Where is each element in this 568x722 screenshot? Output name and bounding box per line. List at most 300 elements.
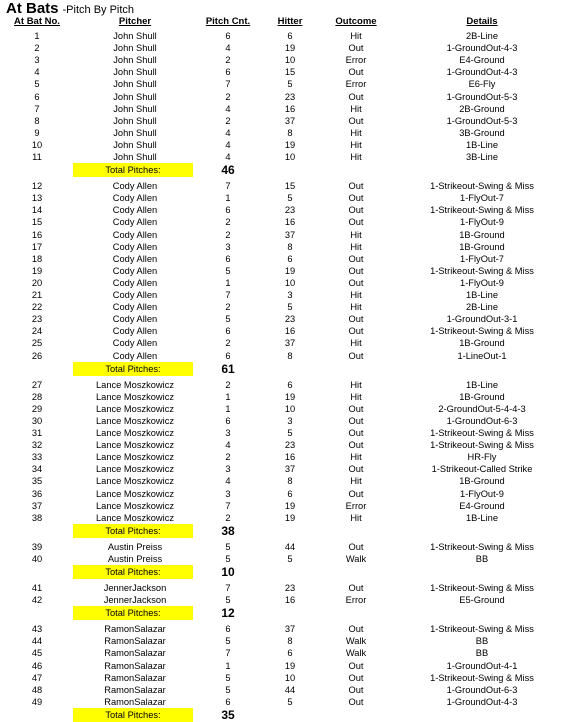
at-bat-no-cell: 49: [31, 696, 43, 707]
hitter-cell: 5: [287, 428, 293, 438]
hitter-cell: 23: [284, 440, 296, 451]
total-pitches-row: [0, 163, 568, 177]
details-cell: 1-Strikeout-Swing & Miss: [430, 181, 534, 192]
pitcher-cell: JennerJackson: [103, 583, 167, 593]
details-cell: 1-FlyOut-9: [460, 277, 504, 288]
table-row[interactable]: [0, 594, 568, 606]
outcome-cell: Walk: [345, 648, 367, 659]
hitter-cell: 8: [287, 127, 293, 138]
sheet-title: [6, 0, 134, 16]
pitcher-cell: John Shull: [113, 43, 157, 54]
hitter-cell: 10: [284, 403, 296, 414]
hitter-cell: 16: [284, 595, 296, 606]
table-row[interactable]: [0, 192, 568, 204]
header-outcome[interactable]: Outcome: [335, 16, 377, 27]
details-cell: 2B-Line: [465, 302, 499, 313]
pitcher-cell: RamonSalazar: [104, 696, 166, 707]
table-row[interactable]: [0, 512, 568, 524]
pitch-count-cell: 7: [225, 181, 231, 192]
details-cell: 1-Strikeout-Swing & Miss: [430, 583, 534, 593]
pitcher-cell: Cody Allen: [112, 338, 158, 349]
pitch-count-cell: 3: [225, 464, 231, 475]
hitter-cell: 19: [284, 139, 296, 150]
pitch-count-cell: 2: [225, 379, 231, 390]
hitter-cell: 37: [284, 229, 296, 240]
at-bat-no-cell: 9: [34, 127, 40, 138]
table-row[interactable]: [0, 115, 568, 127]
pitcher-cell: Cody Allen: [112, 205, 158, 216]
pitch-count-cell: 5: [225, 672, 231, 683]
pitch-count-cell: 2: [225, 55, 231, 66]
details-cell: 1-FlyOut-7: [460, 253, 504, 264]
at-bat-no-cell: 32: [31, 440, 43, 451]
at-bat-no-cell: 4: [34, 67, 40, 78]
table-row[interactable]: [0, 325, 568, 337]
at-bat-no-cell: 24: [31, 326, 43, 337]
details-cell: 1-GroundOut-6-3: [446, 684, 518, 695]
at-bat-no-cell: 30: [31, 415, 43, 426]
pitch-count-cell: 2: [225, 217, 231, 228]
pitcher-cell: John Shull: [113, 55, 157, 66]
pitcher-cell: John Shull: [113, 139, 157, 150]
hitter-cell: 44: [284, 684, 296, 695]
outcome-cell: Out: [348, 428, 364, 438]
at-bat-no-cell: 36: [31, 488, 43, 499]
total-pitches-value: 35: [221, 707, 235, 722]
details-cell: 1-Strikeout-Called Strike: [431, 464, 533, 475]
pitch-count-cell: 1: [225, 193, 231, 204]
pitch-count-cell: 5: [225, 684, 231, 695]
details-cell: 1-GroundOut-5-3: [446, 91, 518, 102]
pitch-count-cell: 1: [225, 391, 231, 402]
pitch-count-cell: 3: [225, 428, 231, 438]
pitcher-cell: Lance Moszkowicz: [95, 415, 175, 426]
at-bat-no-cell: 6: [34, 91, 40, 102]
table-row[interactable]: [0, 379, 568, 391]
table-row[interactable]: [0, 127, 568, 139]
hitter-cell: 16: [284, 452, 296, 463]
at-bat-no-cell: 33: [31, 452, 43, 463]
header-at-bat-no[interactable]: At Bat No.: [14, 16, 60, 27]
hitter-cell: 6: [287, 31, 293, 41]
at-bat-no-cell: 27: [31, 379, 43, 390]
total-pitches-label: Total Pitches:: [73, 163, 193, 177]
outcome-cell: Out: [348, 43, 364, 54]
outcome-cell: Out: [348, 696, 364, 707]
at-bat-no-cell: 21: [31, 290, 43, 300]
hitter-cell: 5: [287, 696, 293, 707]
at-bat-no-cell: 45: [31, 648, 43, 659]
pitcher-cell: John Shull: [113, 103, 157, 114]
at-bat-no-cell: 43: [31, 624, 43, 635]
table-row[interactable]: [0, 253, 568, 265]
pitch-count-cell: 4: [225, 152, 231, 162]
hitter-cell: 5: [287, 79, 293, 90]
pitch-count-cell: 6: [225, 696, 231, 707]
outcome-cell: Out: [348, 314, 364, 325]
at-bat-no-cell: 42: [31, 595, 43, 606]
pitch-count-cell: 4: [225, 43, 231, 54]
hitter-cell: 10: [284, 277, 296, 288]
hitter-cell: 6: [287, 253, 293, 264]
pitcher-cell: Cody Allen: [112, 253, 158, 264]
details-cell: HR-Fly: [467, 452, 497, 463]
pitch-count-cell: 5: [225, 595, 231, 606]
details-cell: 1-GroundOut-4-1: [446, 660, 518, 671]
table-row[interactable]: [0, 427, 568, 439]
pitch-count-cell: 6: [225, 326, 231, 337]
outcome-cell: Out: [348, 684, 364, 695]
details-cell: 1-GroundOut-3-1: [446, 314, 518, 325]
at-bat-no-cell: 14: [31, 205, 43, 216]
table-row[interactable]: [0, 265, 568, 277]
outcome-cell: Hit: [350, 103, 362, 114]
header-pitch-count[interactable]: Pitch Cnt.: [205, 16, 251, 27]
pitcher-cell: John Shull: [113, 115, 157, 126]
pitcher-cell: Lance Moszkowicz: [95, 476, 175, 487]
pitcher-cell: Lance Moszkowicz: [95, 391, 175, 402]
header-details[interactable]: Details: [466, 16, 498, 27]
outcome-cell: Out: [348, 541, 364, 552]
hitter-cell: 6: [287, 648, 293, 659]
table-row[interactable]: [0, 30, 568, 42]
details-cell: 1-Strikeout-Swing & Miss: [430, 428, 534, 438]
table-row[interactable]: [0, 54, 568, 66]
hitter-cell: 10: [284, 55, 296, 66]
pitcher-cell: Cody Allen: [112, 350, 158, 361]
outcome-cell: Hit: [350, 152, 362, 162]
table-row[interactable]: [0, 180, 568, 192]
details-cell: E4-Ground: [459, 55, 505, 66]
outcome-cell: Hit: [350, 452, 362, 463]
hitter-cell: 23: [284, 314, 296, 325]
pitcher-cell: Cody Allen: [112, 290, 158, 300]
pitch-count-cell: 4: [225, 440, 231, 451]
outcome-cell: Hit: [350, 31, 362, 41]
details-cell: 1-GroundOut-4-3: [446, 696, 518, 707]
table-row[interactable]: [0, 647, 568, 659]
at-bat-no-cell: 35: [31, 476, 43, 487]
title-text: At Bats: [6, 0, 59, 17]
outcome-cell: Error: [345, 500, 367, 511]
details-cell: 1B-Ground: [459, 338, 505, 349]
outcome-cell: Hit: [350, 391, 362, 402]
hitter-cell: 19: [284, 660, 296, 671]
table-row[interactable]: [0, 139, 568, 151]
pitch-count-cell: 6: [225, 624, 231, 635]
outcome-cell: Out: [348, 205, 364, 216]
table-row[interactable]: [0, 541, 568, 553]
details-cell: 1-FlyOut-9: [460, 217, 504, 228]
details-cell: 1B-Line: [465, 290, 499, 300]
at-bat-no-cell: 37: [31, 500, 43, 511]
outcome-cell: Error: [345, 595, 367, 606]
table-row[interactable]: [0, 415, 568, 427]
outcome-cell: Out: [348, 403, 364, 414]
hitter-cell: 10: [284, 672, 296, 683]
at-bat-no-cell: 41: [31, 583, 43, 593]
details-cell: 1-GroundOut-6-3: [446, 415, 518, 426]
outcome-cell: Hit: [350, 476, 362, 487]
outcome-cell: Out: [348, 91, 364, 102]
table-row[interactable]: [0, 635, 568, 647]
pitch-count-cell: 6: [225, 350, 231, 361]
table-row[interactable]: [0, 350, 568, 362]
details-cell: 1-Strikeout-Swing & Miss: [430, 672, 534, 683]
pitcher-cell: Cody Allen: [112, 326, 158, 337]
total-pitches-value: 10: [221, 565, 235, 579]
pitcher-cell: John Shull: [113, 31, 157, 41]
pitcher-cell: Cody Allen: [112, 277, 158, 288]
pitcher-cell: Lance Moszkowicz: [95, 512, 175, 523]
pitch-count-cell: 3: [225, 488, 231, 499]
hitter-cell: 6: [287, 488, 293, 499]
at-bat-no-cell: 29: [31, 403, 43, 414]
hitter-cell: 3: [287, 415, 293, 426]
pitch-count-cell: 4: [225, 139, 231, 150]
table-row[interactable]: [0, 660, 568, 672]
hitter-cell: 37: [284, 464, 296, 475]
details-cell: 2-GroundOut-5-4-4-3: [438, 403, 526, 414]
at-bat-no-cell: 10: [31, 139, 43, 150]
at-bat-no-cell: 2: [34, 43, 40, 54]
outcome-cell: Out: [348, 672, 364, 683]
pitch-count-cell: 7: [225, 290, 231, 300]
pitcher-cell: Cody Allen: [112, 193, 158, 204]
details-cell: 1-Strikeout-Swing & Miss: [430, 265, 534, 276]
details-cell: 1B-Line: [465, 139, 499, 150]
at-bat-no-cell: 39: [31, 541, 43, 552]
table-row[interactable]: [0, 78, 568, 90]
table-row[interactable]: [0, 391, 568, 403]
table-row[interactable]: [0, 289, 568, 301]
details-cell: 1B-Line: [465, 379, 499, 390]
pitch-count-cell: 2: [225, 452, 231, 463]
at-bat-no-cell: 18: [31, 253, 43, 264]
table-row[interactable]: [0, 403, 568, 415]
details-cell: 1B-Line: [465, 512, 499, 523]
hitter-cell: 23: [284, 583, 296, 593]
hitter-cell: 16: [284, 217, 296, 228]
hitter-cell: 44: [284, 541, 296, 552]
at-bat-no-cell: 34: [31, 464, 43, 475]
table-row[interactable]: [0, 696, 568, 708]
outcome-cell: Hit: [350, 229, 362, 240]
details-cell: 2B-Ground: [459, 103, 505, 114]
hitter-cell: 15: [284, 181, 296, 192]
table-row[interactable]: [0, 672, 568, 684]
table-row[interactable]: [0, 229, 568, 241]
pitch-count-cell: 4: [225, 127, 231, 138]
details-cell: 1B-Ground: [459, 229, 505, 240]
at-bat-no-cell: 44: [31, 636, 43, 647]
pitcher-cell: RamonSalazar: [104, 648, 166, 659]
pitcher-cell: RamonSalazar: [104, 684, 166, 695]
hitter-cell: 23: [284, 91, 296, 102]
hitter-cell: 37: [284, 338, 296, 349]
total-pitches-value: 61: [221, 361, 235, 376]
details-cell: 1B-Ground: [459, 476, 505, 487]
at-bat-no-cell: 48: [31, 684, 43, 695]
pitch-count-cell: 6: [225, 67, 231, 78]
pitch-count-cell: 6: [225, 205, 231, 216]
outcome-cell: Out: [348, 326, 364, 337]
at-bat-no-cell: 38: [31, 512, 43, 523]
hitter-cell: 3: [287, 290, 293, 300]
outcome-cell: Hit: [350, 338, 362, 349]
pitcher-cell: John Shull: [113, 127, 157, 138]
pitcher-cell: JennerJackson: [103, 595, 167, 606]
table-row[interactable]: [0, 582, 568, 594]
pitch-count-cell: 7: [225, 500, 231, 511]
hitter-cell: 37: [284, 624, 296, 635]
pitch-count-cell: 2: [225, 338, 231, 349]
at-bat-no-cell: 46: [31, 660, 43, 671]
pitch-count-cell: 5: [225, 636, 231, 647]
header-pitcher[interactable]: Pitcher: [118, 16, 152, 27]
at-bat-no-cell: 20: [31, 277, 43, 288]
details-cell: E5-Ground: [459, 595, 505, 606]
outcome-cell: Out: [348, 624, 364, 635]
table-row[interactable]: [0, 475, 568, 487]
table-row[interactable]: [0, 66, 568, 78]
table-row[interactable]: [0, 313, 568, 325]
table-row[interactable]: [0, 103, 568, 115]
at-bat-no-cell: 47: [31, 672, 43, 683]
details-cell: BB: [475, 648, 489, 659]
outcome-cell: Hit: [350, 139, 362, 150]
at-bat-no-cell: 19: [31, 265, 43, 276]
total-pitches-label: Total Pitches:: [73, 606, 193, 620]
outcome-cell: Out: [348, 265, 364, 276]
at-bat-no-cell: 1: [34, 31, 40, 41]
total-pitches-label: Total Pitches:: [73, 565, 193, 579]
pitch-count-cell: 5: [225, 265, 231, 276]
table-row[interactable]: [0, 451, 568, 463]
hitter-cell: 8: [287, 350, 293, 361]
pitcher-cell: Lance Moszkowicz: [95, 440, 175, 451]
table-row[interactable]: [0, 553, 568, 565]
hitter-cell: 15: [284, 67, 296, 78]
hitter-cell: 19: [284, 512, 296, 523]
table-row[interactable]: [0, 301, 568, 313]
table-row[interactable]: [0, 42, 568, 54]
pitcher-cell: Austin Preiss: [107, 541, 163, 552]
table-row[interactable]: [0, 439, 568, 451]
table-row[interactable]: [0, 91, 568, 103]
pitch-count-cell: 1: [225, 403, 231, 414]
at-bat-no-cell: 25: [31, 338, 43, 349]
at-bat-no-cell: 40: [31, 553, 43, 564]
at-bat-no-cell: 15: [31, 217, 43, 228]
table-row[interactable]: [0, 204, 568, 216]
total-pitches-row: [0, 606, 568, 620]
table-row[interactable]: [0, 500, 568, 512]
pitcher-cell: Cody Allen: [112, 241, 158, 252]
pitcher-cell: Cody Allen: [112, 302, 158, 313]
details-cell: 1-Strikeout-Swing & Miss: [430, 205, 534, 216]
pitcher-cell: RamonSalazar: [104, 660, 166, 671]
outcome-cell: Out: [348, 660, 364, 671]
pitcher-cell: Cody Allen: [112, 217, 158, 228]
details-cell: 1-Strikeout-Swing & Miss: [430, 541, 534, 552]
at-bat-no-cell: 22: [31, 302, 43, 313]
pitcher-cell: John Shull: [113, 67, 157, 78]
hitter-cell: 5: [287, 193, 293, 204]
outcome-cell: Out: [348, 67, 364, 78]
outcome-cell: Hit: [350, 512, 362, 523]
outcome-cell: Out: [348, 415, 364, 426]
details-cell: BB: [475, 636, 489, 647]
pitch-count-cell: 4: [225, 103, 231, 114]
hitter-cell: 8: [287, 476, 293, 487]
hitter-cell: 5: [287, 302, 293, 313]
table-row[interactable]: [0, 684, 568, 696]
details-cell: 1B-Ground: [459, 391, 505, 402]
pitch-count-cell: 5: [225, 553, 231, 564]
details-cell: 1-GroundOut-4-3: [446, 43, 518, 54]
table-row[interactable]: [0, 151, 568, 163]
hitter-cell: 16: [284, 103, 296, 114]
pitch-count-cell: 6: [225, 253, 231, 264]
hitter-cell: 6: [287, 379, 293, 390]
details-cell: 1-FlyOut-9: [460, 488, 504, 499]
pitch-count-cell: 2: [225, 302, 231, 313]
outcome-cell: Hit: [350, 290, 362, 300]
at-bat-no-cell: 13: [31, 193, 43, 204]
header-hitter[interactable]: Hitter: [277, 16, 303, 27]
table-row[interactable]: [0, 463, 568, 475]
pitch-count-cell: 7: [225, 79, 231, 90]
details-cell: BB: [475, 553, 489, 564]
details-cell: 1-Strikeout-Swing & Miss: [430, 326, 534, 337]
at-bat-no-cell: 8: [34, 115, 40, 126]
at-bat-no-cell: 5: [34, 79, 40, 90]
outcome-cell: Out: [348, 488, 364, 499]
outcome-cell: Out: [348, 440, 364, 451]
hitter-cell: 19: [284, 391, 296, 402]
subtitle-text: -Pitch By Pitch: [62, 4, 135, 16]
pitcher-cell: RamonSalazar: [104, 624, 166, 635]
outcome-cell: Out: [348, 277, 364, 288]
table-row[interactable]: [0, 277, 568, 289]
hitter-cell: 23: [284, 205, 296, 216]
at-bat-no-cell: 23: [31, 314, 43, 325]
outcome-cell: Walk: [345, 553, 367, 564]
outcome-cell: Out: [348, 464, 364, 475]
pitch-count-cell: 2: [225, 229, 231, 240]
total-pitches-label: Total Pitches:: [73, 362, 193, 376]
outcome-cell: Error: [345, 79, 367, 90]
table-row[interactable]: [0, 337, 568, 349]
table-row[interactable]: [0, 623, 568, 635]
outcome-cell: Out: [348, 253, 364, 264]
total-pitches-row: [0, 565, 568, 579]
pitcher-cell: John Shull: [113, 152, 157, 162]
hitter-cell: 19: [284, 43, 296, 54]
pitch-count-cell: 1: [225, 660, 231, 671]
outcome-cell: Out: [348, 193, 364, 204]
pitcher-cell: Lance Moszkowicz: [95, 488, 175, 499]
pitch-count-cell: 6: [225, 415, 231, 426]
table-row[interactable]: [0, 241, 568, 253]
pitcher-cell: John Shull: [113, 79, 157, 90]
total-pitches-label: Total Pitches:: [73, 708, 193, 722]
table-row[interactable]: [0, 216, 568, 228]
details-cell: 1-GroundOut-5-3: [446, 115, 518, 126]
total-pitches-value: 38: [221, 523, 235, 538]
table-row[interactable]: [0, 488, 568, 500]
